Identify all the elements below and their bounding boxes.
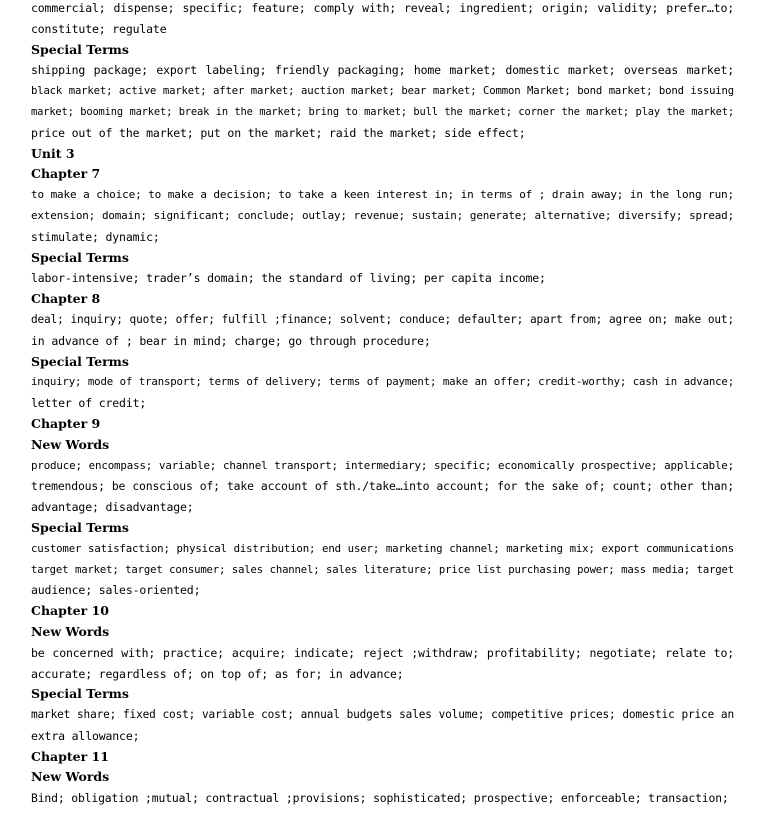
term-paragraph — [31, 372, 734, 414]
term-paragraph — [31, 643, 734, 685]
section-heading: Special Terms — [31, 519, 129, 535]
text-line: inquiry; mode of transport; terms of delivery; terms of payment; make an offer; credit-worthy; cash in advance; — [31, 375, 734, 389]
section-heading: Chapter 9 — [31, 415, 101, 431]
term-paragraph — [31, 456, 734, 518]
section-heading: Chapter 7 — [31, 166, 101, 182]
term-paragraph — [31, 60, 734, 143]
text-line: target market; target consumer; sales channel; sales literature; price list purchasing power; mass media; target — [31, 563, 734, 576]
text-line: produce; encompass; variable; channel transport; intermediary; specific; economically prospective; applicable; — [31, 458, 734, 472]
text-line: audience; sales-oriented; — [31, 583, 201, 598]
text-line: tremendous; be conscious of; take account of sth./take…into account; for the sake of; count; other than; — [31, 479, 734, 494]
section-heading: Chapter 10 — [31, 603, 109, 619]
text-line: shipping package; export labeling; friendly packaging; home market; domestic market; overseas market; — [31, 63, 734, 78]
section-heading: New Words — [31, 769, 110, 785]
text-line: advantage; disadvantage; — [31, 500, 194, 515]
term-paragraph — [31, 268, 734, 289]
section-heading: Chapter 8 — [31, 291, 101, 307]
text-line: extension; domain; significant; conclude; outlay; revenue; sustain; generate; alternative; diversify; spread; — [31, 208, 734, 222]
text-line: market; booming market; break in the market; bring to market; bull the market; corner the market; play the market; — [31, 105, 734, 118]
text-line: be concerned with; practice; acquire; indicate; reject ;withdraw; profitability; negotiate; relate to; — [31, 645, 734, 660]
text-line: extra allowance; — [31, 728, 140, 743]
section-heading: Special Terms — [31, 353, 129, 369]
section-heading: Unit 3 — [31, 145, 75, 161]
section-heading: Special Terms — [31, 41, 129, 57]
text-line: commercial; dispense; specific; feature; comply with; reveal; ingredient; origin; validity; prefer…to; — [31, 1, 734, 15]
section-heading: Special Terms — [31, 249, 129, 265]
text-line: market share; fixed cost; variable cost; annual budgets sales volume; competitive prices; domestic price an — [31, 708, 734, 722]
text-line: labor-intensive; trader’s domain; the standard of living; per capita income; — [31, 271, 546, 286]
term-paragraph — [31, 705, 734, 747]
text-line: to make a choice; to make a decision; to take a keen interest in; in terms of ; drain away; in the long run; — [31, 188, 734, 202]
text-line: in advance of ; bear in mind; charge; go through procedure; — [31, 333, 431, 348]
term-paragraph — [31, 185, 734, 247]
text-line: black market; active market; after market; auction market; bear market; Common Market; bond market; bond issuing — [31, 85, 734, 98]
term-paragraph — [31, 788, 734, 809]
text-line: customer satisfaction; physical distribution; end user; marketing channel; marketing mix; export communications — [31, 541, 734, 555]
section-heading: Special Terms — [31, 686, 129, 702]
text-line: accurate; regardless of; on top of; as for; in advance; — [31, 666, 404, 681]
term-paragraph — [31, 539, 734, 601]
section-heading: Chapter 11 — [31, 748, 109, 764]
section-heading: New Words — [31, 436, 110, 452]
section-heading: New Words — [31, 623, 110, 639]
text-line: letter of credit; — [31, 396, 147, 411]
text-line: Bind; obligation ;mutual; contractual ;provisions; sophisticated; prospective; enforceable; transaction; — [31, 791, 729, 806]
text-line: constitute; regulate — [31, 21, 167, 36]
term-paragraph — [31, 310, 734, 352]
text-line: stimulate; dynamic; — [31, 229, 160, 244]
term-paragraph — [31, 0, 734, 40]
text-line: deal; inquiry; quote; offer; fulfill ;finance; solvent; conduce; defaulter; apart from; agree on; make out; — [31, 312, 734, 326]
text-line: price out of the market; put on the market; raid the market; side effect; — [31, 125, 526, 140]
